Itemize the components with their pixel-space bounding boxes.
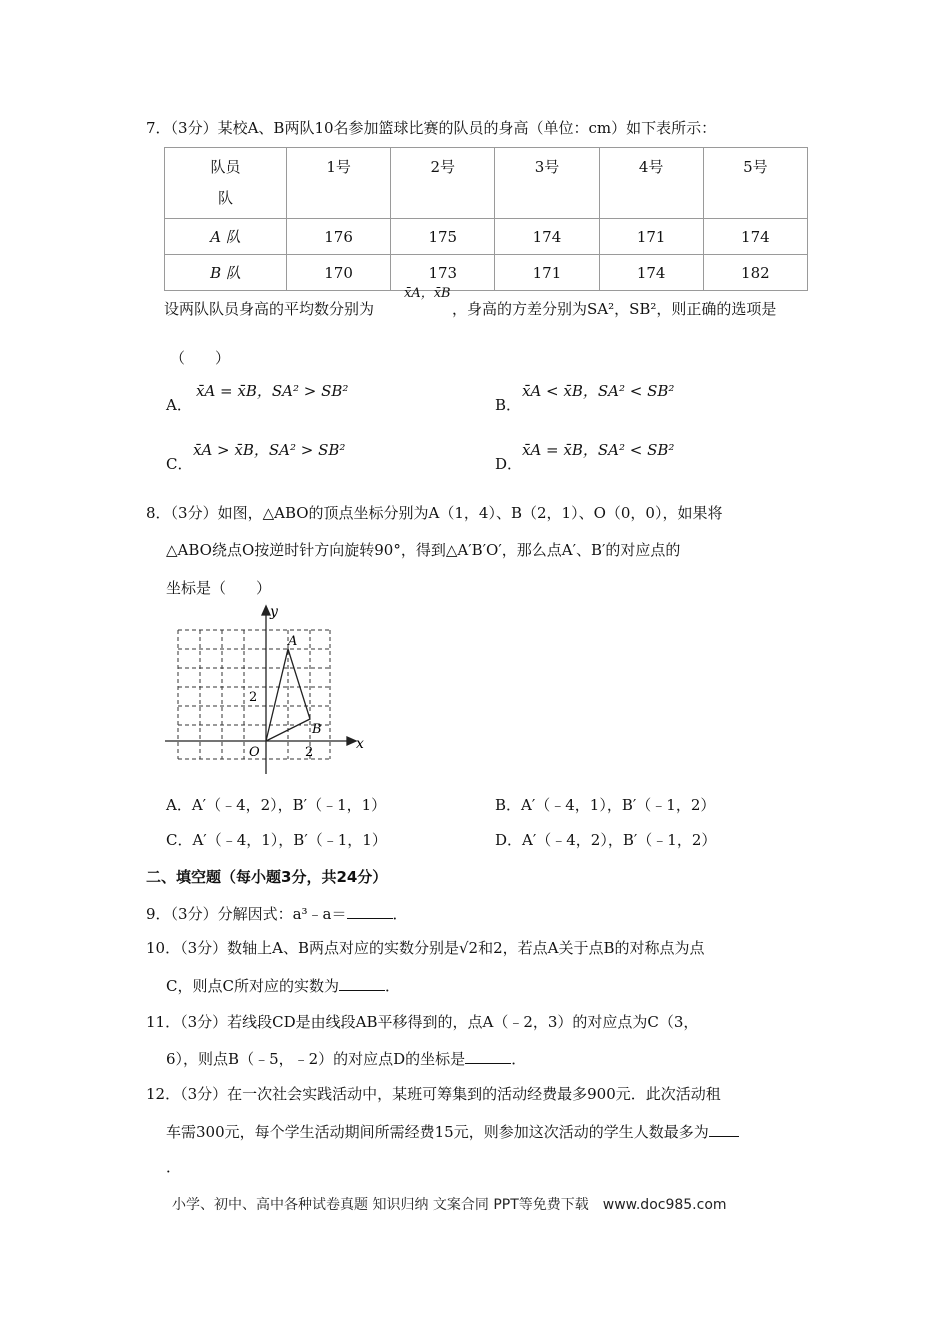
q7-option-a-label: A． xyxy=(166,396,192,414)
q11-answer-blank xyxy=(465,1051,511,1064)
q8-option-a: A．A′（﹣4，2），B′（﹣1，1） xyxy=(166,796,387,814)
table-header-cell: 4号 xyxy=(599,148,703,219)
q8-option-b: B．A′（﹣4，1），B′（﹣1，2） xyxy=(495,796,716,814)
table-cell: 173 xyxy=(391,255,495,291)
table-cell: 174 xyxy=(495,219,599,255)
table-cell: 182 xyxy=(703,255,807,291)
table-row-label: B 队 xyxy=(165,255,287,291)
table-cell: 174 xyxy=(599,255,703,291)
table-row xyxy=(165,255,808,291)
coordinate-figure xyxy=(160,602,370,777)
table-row-label: A 队 xyxy=(165,219,287,255)
q7-line2-end: ，身高的方差分别为SA²，SB²，则正确的选项是 xyxy=(452,300,777,318)
q12-answer-blank xyxy=(709,1124,739,1137)
q9: 9．（3分）分解因式：a³﹣a＝ ． xyxy=(146,905,408,923)
q7-option-a: x̄A = x̄B，SA² > SB² xyxy=(196,382,349,400)
x-tick-label: 2 xyxy=(305,745,314,760)
y-tick-label: 2 xyxy=(249,690,258,705)
table-cell: 174 xyxy=(703,219,807,255)
q7-stem: 7．（3分）某校A、B两队10名参加篮球比赛的队员的身高（单位：cm）如下表所示： xyxy=(146,119,717,137)
q8-line1: 8．（3分）如图，△ABO的顶点坐标分别为A（1，4）、B（2，1）、O（0，0），如果将 xyxy=(146,504,723,522)
height-table xyxy=(164,147,808,291)
table-cell: 175 xyxy=(391,219,495,255)
table-row xyxy=(165,219,808,255)
table-corner-cell: 队员 队 xyxy=(165,148,287,219)
x-axis-label: x xyxy=(356,736,364,752)
q9-text: 9．（3分）分解因式：a³﹣a＝ xyxy=(146,905,347,923)
q7-option-d: x̄A = x̄B，SA² < SB² xyxy=(522,441,675,459)
axes xyxy=(165,606,356,774)
q7-mean-symbols: x̄A，x̄B xyxy=(404,286,451,301)
q10-answer-blank xyxy=(339,978,385,991)
q8-option-d: D．A′（﹣4，2），B′（﹣1，2） xyxy=(495,831,717,849)
table-header-cell: 3号 xyxy=(495,148,599,219)
section-heading: 二、填空题（每小题3分，共24分） xyxy=(146,868,388,886)
q10-line2: C，则点C所对应的实数为 ． xyxy=(166,977,400,995)
point-b-label: B xyxy=(312,722,322,737)
table-header-cell: 2号 xyxy=(391,148,495,219)
q7-option-b-label: B． xyxy=(495,396,522,414)
q7-option-c-label: C． xyxy=(166,455,193,473)
q10-line1: 10．（3分）数轴上A、B两点对应的实数分别是√2和2，若点A关于点B的对称点为点 xyxy=(146,939,705,957)
q8-line3: 坐标是（ ） xyxy=(166,579,272,597)
q12-line1: 12．（3分）在一次社会实践活动中，某班可筹集到的活动经费最多900元．此次活动租 xyxy=(146,1085,721,1103)
table-cell: 170 xyxy=(287,255,391,291)
q7-answer-paren: （ ） xyxy=(170,349,231,367)
q8-line2: △ABO绕点O按逆时针方向旋转90°，得到△A′B′O′，那么点A′、B′的对应点的 xyxy=(166,541,681,559)
point-a-label: A xyxy=(288,634,298,649)
table-header-cell: 1号 xyxy=(287,148,391,219)
q12-line2: 车需300元，每个学生活动期间所需经费15元，则参加这次活动的学生人数最多为 xyxy=(166,1124,739,1140)
q7-option-b: x̄A < x̄B，SA² < SB² xyxy=(522,382,675,400)
q8-option-c: C．A′（﹣4，1），B′（﹣1，1） xyxy=(166,831,387,849)
table-cell: 171 xyxy=(495,255,599,291)
q7-option-d-label: D． xyxy=(495,455,523,473)
q12-line3: ． xyxy=(166,1158,182,1176)
table-cell: 176 xyxy=(287,219,391,255)
origin-label: O xyxy=(249,745,260,760)
q7-line2-start: 设两队队员身高的平均数分别为 xyxy=(164,300,375,318)
q7-option-c: x̄A > x̄B，SA² > SB² xyxy=(193,441,346,459)
table-cell: 171 xyxy=(599,219,703,255)
q11-line2: 6），则点B（﹣5，﹣2）的对应点D的坐标是 ． xyxy=(166,1050,527,1068)
q11-line1: 11．（3分）若线段CD是由线段AB平移得到的，点A（﹣2，3）的对应点为C（3， xyxy=(146,1013,699,1031)
y-axis-label: y xyxy=(270,604,278,620)
table-header-cell: 5号 xyxy=(703,148,807,219)
q9-answer-blank xyxy=(347,906,393,919)
page-footer: 小学、初中、高中各种试卷真题 知识归纳 文案合同 PPT等免费下载 www.doc985.com xyxy=(172,1197,727,1213)
